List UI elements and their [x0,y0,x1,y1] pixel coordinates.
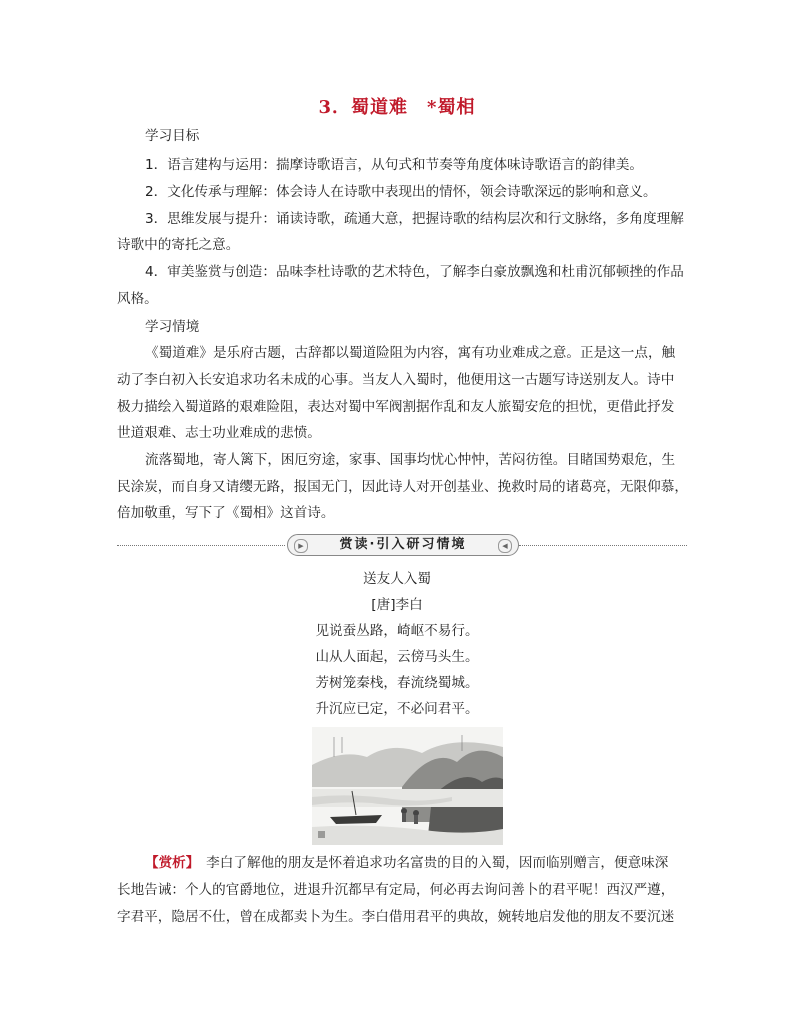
poem-line: 见说蚕丛路，崎岖不易行。 [315,623,479,639]
goal-item: 3．思维发展与提升：诵读诗歌，疏通大意，把握诗歌的结构层次和行文脉络，多角度理解 [145,211,684,227]
analysis-text: 李白了解他的朋友是怀着追求功名富贵的目的入蜀，因而临别赠言，便意味深 [192,855,669,871]
analysis-line: 长地告诫：个人的官爵地位，进退升沉都早有定局，何必再去询问善卜的君平呢！西汉严遵， [117,882,675,898]
poem-line: 升沉应已定，不必问君平。 [315,701,479,717]
goal-item: 4．审美鉴赏与创造：品味李杜诗歌的艺术特色，了解李白豪放飘逸和杜甫沉郁顿挫的作品 [145,264,684,280]
poem-line: 山从人面起，云傍马头生。 [315,649,479,665]
banner-rule-left [117,545,285,546]
goal-item-continued: 诗歌中的寄托之意。 [117,237,240,253]
context-line: 动了李白初入长安追求功名未成的心事。当友人入蜀时，他便用这一古题写诗送别友人。诗中 [117,372,675,388]
banner-label: 赏读·引入研习情境 [339,537,467,552]
section-banner [117,533,687,555]
banner-rule-right [519,545,687,546]
play-left-icon: ◀ [498,539,512,553]
poem-line: 芳树笼秦栈，春流绕蜀城。 [315,675,479,691]
goal-item: 1．语言建构与运用：揣摩诗歌语言，从句式和节奏等角度体味诗歌语言的韵律美。 [145,157,644,173]
goal-item: 2．文化传承与理解：体会诗人在诗歌中表现出的情怀，领会诗歌深远的影响和意义。 [145,184,657,200]
analysis-tag: 【赏析】 [145,855,193,871]
goals-heading: 学习目标 [145,128,200,144]
analysis-first-line [145,853,715,873]
context-line: 民涂炭，而自身又请缨无路，报国无门，因此诗人对开创基业、挽救时局的诸葛亮，无限仰慕， [117,479,688,495]
context-line: 《蜀道难》是乐府古题，古辞都以蜀道险阻为内容，寓有功业难成之意。正是这一点，触 [145,345,676,361]
poem-author: [唐]李白 [371,597,423,613]
goal-item-continued: 风格。 [117,291,158,307]
context-heading: 学习情境 [145,319,200,335]
analysis-line: 字君平，隐居不仕，曾在成都卖卜为生。李白借用君平的典故，婉转地启发他的朋友不要沉迷 [117,909,675,925]
context-line: 极力描绘入蜀道路的艰难险阻，表达对蜀中军阀割据作乱和友人旅蜀安危的担忧，更借此抒发 [117,399,675,415]
context-line: 世道艰难、志士功业难成的悲愤。 [117,425,321,441]
ink-landscape-painting [312,727,503,845]
poem-title: 送友人入蜀 [363,571,431,587]
context-line: 流落蜀地，寄人篱下，困厄穷途，家事、国事均忧心忡忡，苦闷彷徨。目睹国势艰危，生 [145,452,676,468]
banner-pill [287,534,519,556]
play-right-icon: ▶ [294,539,308,553]
context-line: 倍加敬重，写下了《蜀相》这首诗。 [117,505,335,521]
page-title: 3．蜀道难 *蜀相 [318,97,476,118]
